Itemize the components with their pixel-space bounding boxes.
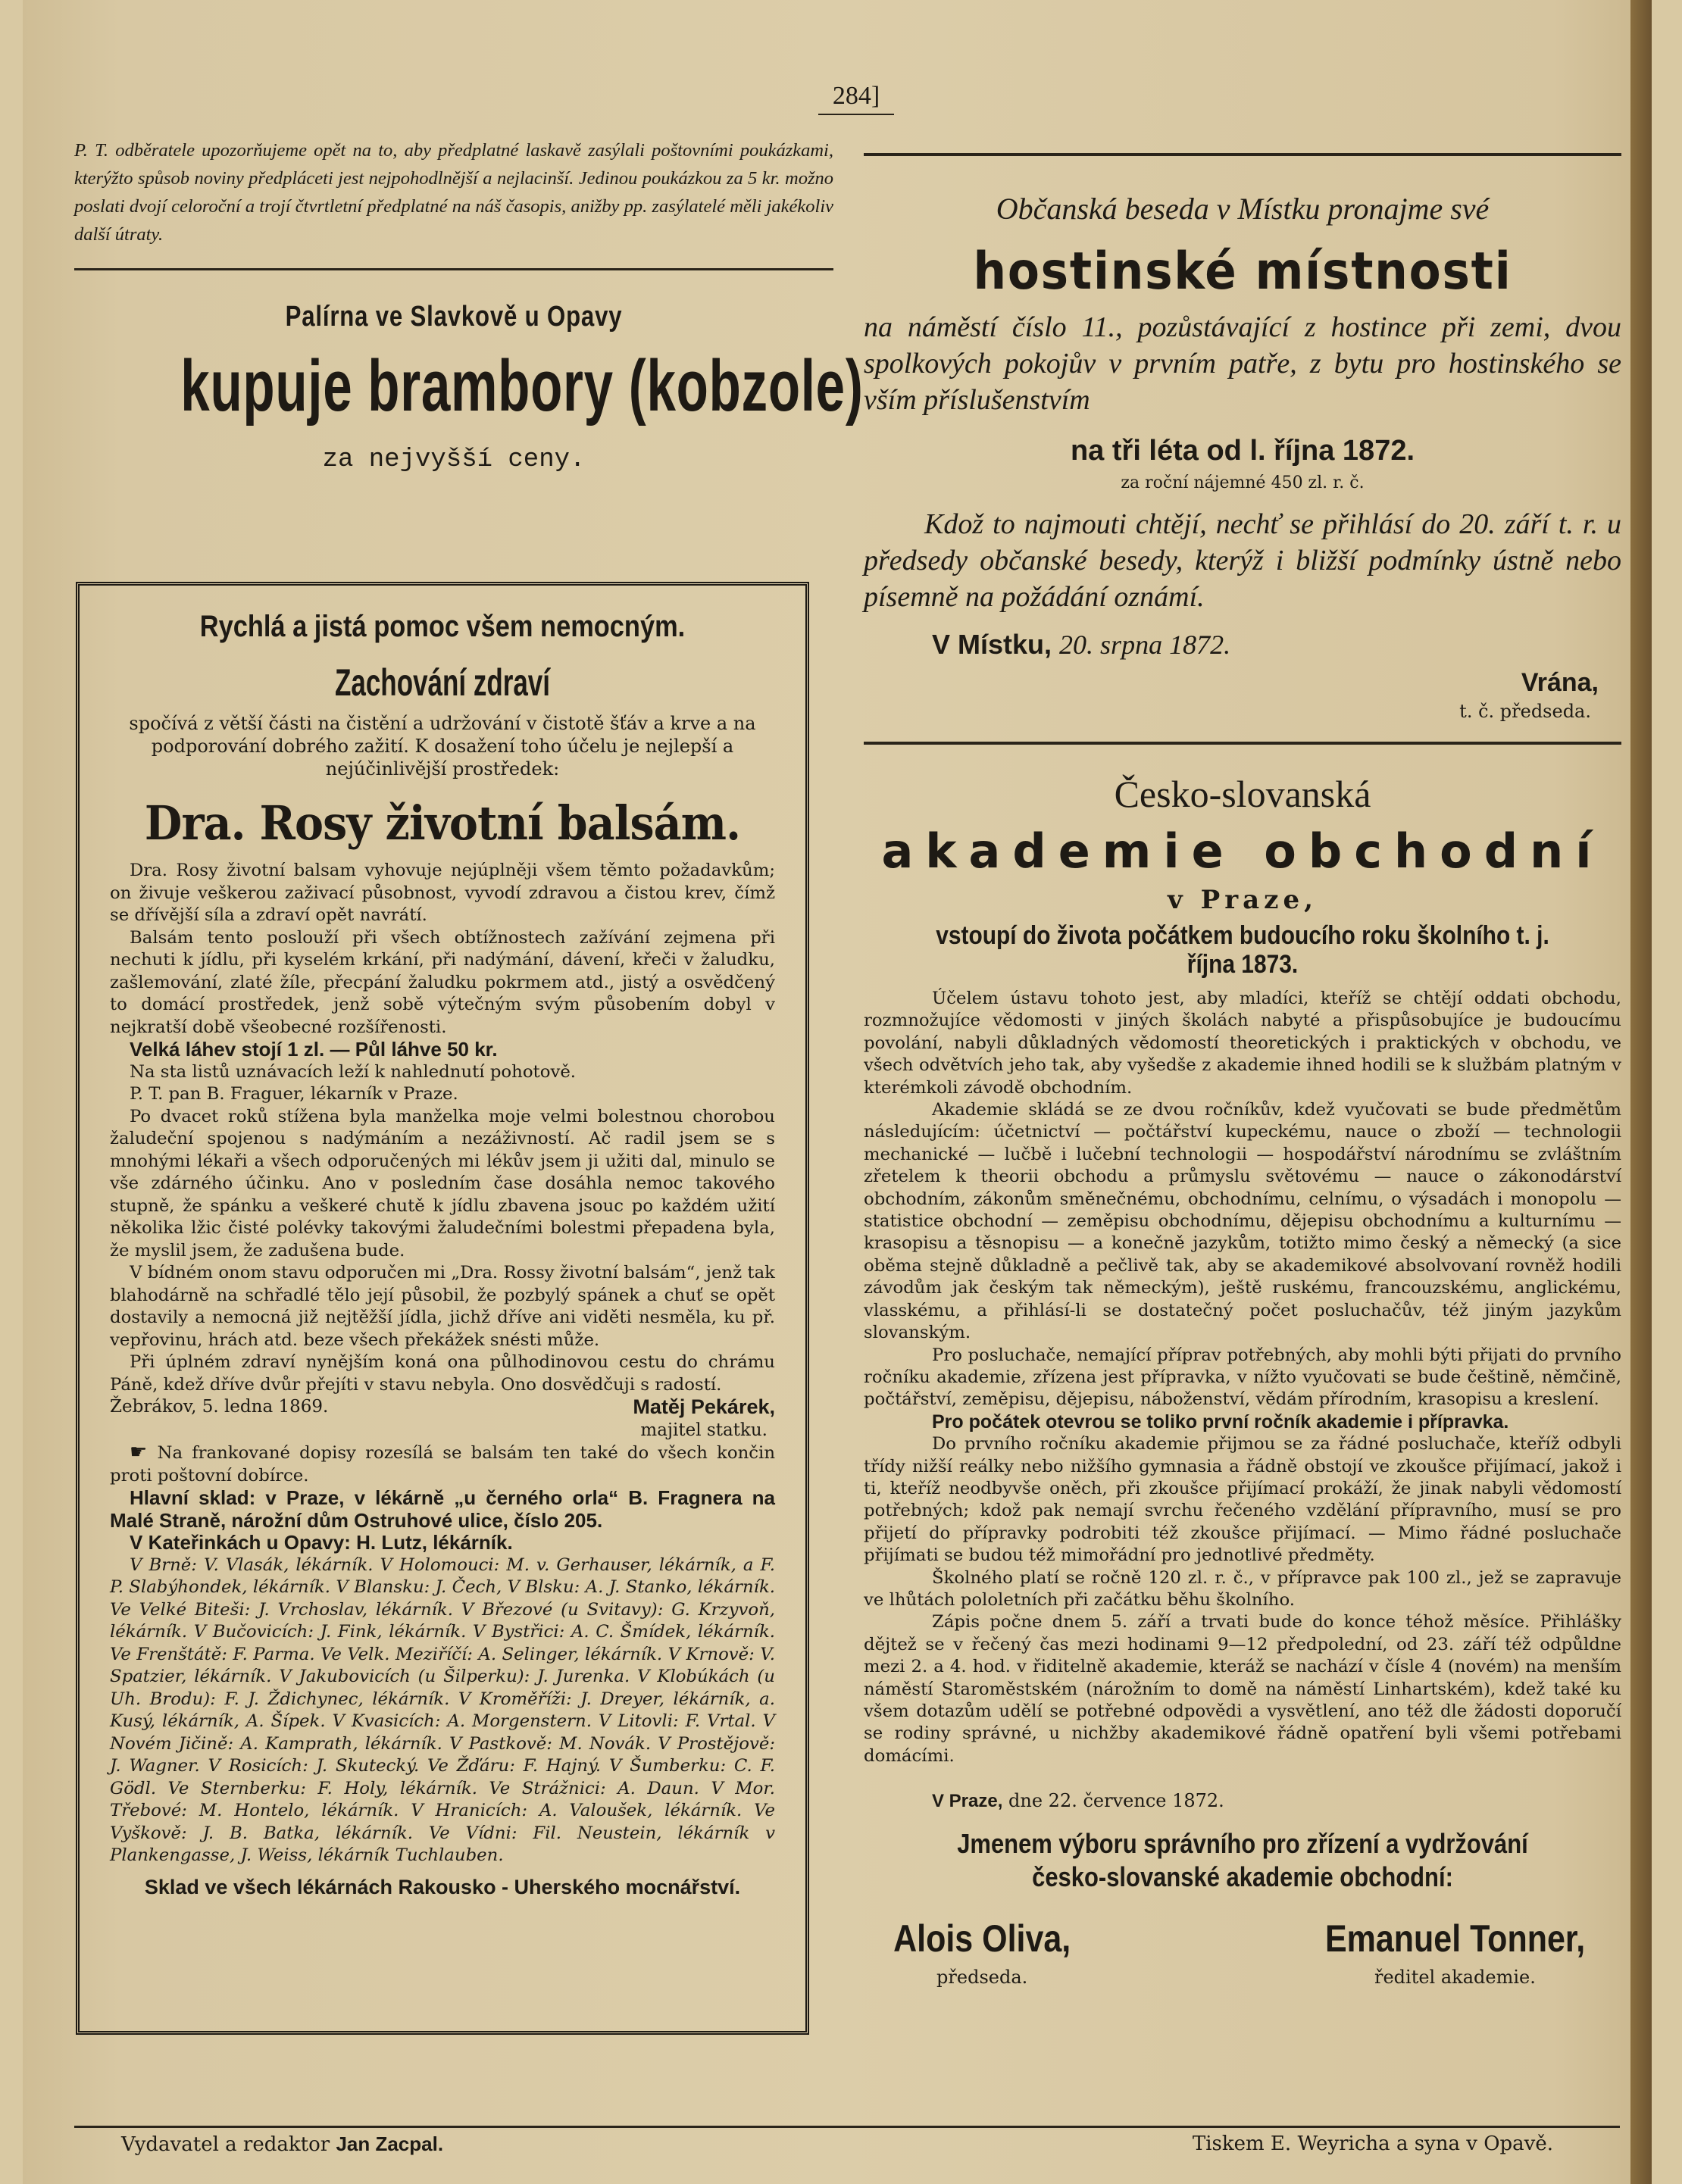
right-top-rule bbox=[864, 153, 1621, 156]
akademie-date: dne 22. července 1872. bbox=[1008, 1790, 1224, 1812]
akademie-signer-2 bbox=[1304, 1917, 1606, 1988]
signer1-name: Alois Oliva, bbox=[893, 1917, 1071, 1961]
balsam-testimonial1: Po dvacet roků stížena byla manželka moje velmi bolestnou chorobou žaludeční spojenou s nadýmáním a nezáživností. Ač radil jsem se s mnohými lékaři a všech odporučených mi lékův jsem ji užiti dal, minulo se vše zdárného účinku. Ano v posledním čase dosáhla nemoc takového stupně, že spánku a veškeré chutě k jídlu zbavena jsouc po každém užití několika lžic čisté polévky takovými žaludečními bolestmi přepadena byla, že myslil jsem, že zadušena bude. bbox=[110, 1106, 775, 1261]
balsam-body bbox=[110, 860, 775, 1867]
right-column bbox=[864, 136, 1621, 1988]
beseda-date: 20. srpna 1872. bbox=[1059, 630, 1231, 660]
balsam-signer bbox=[633, 1396, 775, 1442]
balsam-subtitle: Zachování zdraví bbox=[334, 661, 550, 704]
akademie-place: v Praze, bbox=[1168, 885, 1318, 915]
balsam-hand-note bbox=[110, 1442, 775, 1487]
balsam-ad bbox=[76, 582, 809, 2035]
akademie-p7: Zápis počne dnem 5. září a trvati bude do konce téhož měsíce. Přihlášky dějtež se v řečený čas mezi hodinami 9—12 předpolední, od 23. září též odpůldne mezi 2. a 4. hod. v řiditelně akademie, kteráž se nachází v čísle 4 (novém) na menším náměstí Staroměstském (nárožním to domě na náměstí Linhartském), kdež také ku všem dotazům udělí se potřebné odpovědi a vysvětlení, ano též dle žádosti doporučí se rodiny správné, u nichžby akademikové řádně opatření byli všemi potřebami domácími. bbox=[864, 1612, 1621, 1766]
akademie-p3: Pro posluchače, nemající příprav potřebných, aby mohli býti přijati do prvního ročníku akademie, zřízena jest přípravka, v nížto vyučovati se bude češtině, němčině, počtářství, zeměpisu, dějepisu, náboženství, vědám přírodním, krasopisu a kreslení. bbox=[864, 1345, 1621, 1410]
balsam-sign-role: majitel statku. bbox=[640, 1420, 768, 1440]
beseda-rule bbox=[864, 742, 1621, 745]
beseda-heading: Občanská beseda v Místku pronajme své bbox=[996, 192, 1490, 226]
akademie-committee: Jmenem výboru správního pro zřízení a vydržování česko-slovanské akademie obchodní: bbox=[957, 1828, 1528, 1893]
balsam-testimonial3: Při úplném zdraví nynějším koná ona půlhodinovou cestu do chrámu Páně, kdež dříve dvůr přejíti v stavu nebyla. Ono dosvědčuji s radostí. bbox=[110, 1352, 775, 1395]
akademie-p5: Do prvního ročníku akademie přijmou se za řádné posluchače, kteříž odbyli třídy nižší reálky nebo nižšího gymnasia a řádně obstojí ve zkoušce přijímací, jakož i ti, kteříž neodbyvše oněch, při zkoušce přijímací prokáží, že jinak nabyli vědomostí potřebných; kdož pak nemají svrchu řečeného vzdělání přípravního, musí se pro přijetí do přípravky podrobiti též zkoušce přijímací. — Mimo řádné posluchače přijímati se budou též mimořádní pro jednotlivé předměty. bbox=[864, 1434, 1621, 1566]
beseda-body: na náměstí číslo 11., pozůstávající z hostince při zemi, dvou spolkových pokojův v prvním patře, z bytu pro hostinského se vším příslušenstvím bbox=[864, 311, 1621, 416]
pointing-hand-icon: ☛ bbox=[130, 1441, 158, 1464]
footer-printer: Tiskem E. Weyricha a syna v Opavě. bbox=[1192, 2132, 1553, 2155]
palirna-heading: Palírna ve Slavkově u Opavy bbox=[285, 301, 623, 333]
balsam-price: Velká láhev stojí 1 zl. — Půl láhve 50 kr. bbox=[130, 1038, 498, 1061]
beseda-signer: Vrána, bbox=[1521, 668, 1599, 697]
beseda-body2: Kdož to najmouti chtějí, nechť se přihlásí do 20. září t. r. u předsedy občanské besedy, kterýž i bližší podmínky ústně nebo písemně na požádání oznámí. bbox=[864, 508, 1621, 613]
palirna-subline: za nejvyšší ceny. bbox=[322, 445, 586, 474]
balsam-hand-note-text: Na frankované dopisy rozesílá se balsám ten také do všech končin proti poštovní dobírce. bbox=[110, 1443, 775, 1486]
page-edge bbox=[1630, 0, 1652, 2184]
akademie-p2: Akademie skládá se ze dvou ročníkův, kdež vyučovati se bude předmětům následujícím: účetnictví — počtářství kupeckému, nauce o zboží — technologii mechanické — lučbě i lučební technologii — hospodářství národnímu se zvláštním zřetelem k theorii obchodu a průmyslu světovému — nauce o zákonodárství obchodním, zákonům směnečnému, obchodnímu, celnímu, o výsadách i monopolu — statistice obchodní — zeměpisu obchodnímu, dějepisu obchodnímu a kulturnímu — krasopisu a těsnopisu — a konečně jazykům, totižto mimo český a německý (a sice oběma stejně důkladně a pečlivě tak, aby se akademikové absolvovaní rovněž hodili závodům jak českým tak německým), ještě ruskému, francouzskému, anglickému, vlasskému, a přihlásí-li se dostatečný počet posluchačův, též jiným jazykům slovanským. bbox=[864, 1100, 1621, 1343]
balsam-product: Dra. Rosy životní balsám. bbox=[144, 795, 741, 851]
footer-publisher bbox=[121, 2132, 443, 2156]
signer2-name: Emanuel Tonner, bbox=[1324, 1917, 1586, 1961]
akademie-date-line bbox=[864, 1790, 1621, 1812]
akademie-start: vstoupí do života počátkem budoucího roku školního t. j. října 1873. bbox=[936, 921, 1549, 979]
akademie-p1: Účelem ústavu tohoto jest, aby mladíci, kteříž se chtějí oddati obchodu, rozmnožujíce vědomosti v jiných školách nabyté a přispůsobujíce je budoucímu povolání, nabyli důkladných vědomostí theoretických i praktických v obchodu, ve všech odvětvích jeho tak, aby vyšedše z akademie ihned hodili se k službám platným v kterémkoli závodě obchodním. bbox=[864, 989, 1621, 1098]
balsam-letters: Na sta listů uznávacích leží k nahlednutí pohotově. bbox=[130, 1061, 577, 1082]
akademie-p4: Pro počátek otevrou se toliko první ročník akademie i přípravka. bbox=[932, 1411, 1509, 1433]
akademie-date-place: V Praze, bbox=[932, 1791, 1003, 1812]
balsam-title: Rychlá a jistá pomoc všem nemocným. bbox=[199, 610, 686, 643]
akademie-signers bbox=[864, 1917, 1621, 1988]
balsam-address: P. T. pan B. Fraguer, lékarník v Praze. bbox=[130, 1084, 458, 1104]
page-number-rule bbox=[818, 114, 894, 115]
beseda-signer-role: t. č. předseda. bbox=[1459, 701, 1591, 722]
balsam-intro: spočívá z větší části na čistění a udržování v čistotě šťáv a krve a na podporování dobrého zažití. K dosažení toho účelu je nejlepší a nejúčinlivější prostředek: bbox=[129, 713, 756, 780]
publisher-name: Jan Zacpal. bbox=[336, 2132, 444, 2155]
notice-rule bbox=[74, 268, 833, 270]
beseda-date-line bbox=[864, 629, 1621, 661]
balsam-main-store: Hlavní sklad: v Praze, v lékárně „u černého orla“ B. Fragnera na Malé Straně, nárožní dům Ostruhové ulice, číslo 205. bbox=[110, 1486, 775, 1532]
beseda-headline: hostinské místnosti bbox=[973, 242, 1512, 302]
beseda-date-place: V Místku, bbox=[932, 629, 1052, 660]
balsam-sign-name: Matěj Pekárek, bbox=[633, 1395, 775, 1418]
akademie-signer-1 bbox=[879, 1917, 1085, 1988]
balsam-dealers: V Brně: V. Vlasák, lékárník. V Holomouci: M. v. Gerhauser, lékárník, a F. P. Slabýhondek, lékárník. V Blansku: J. Čech, V Blsku: A. J. Stanko, lékárník. Ve Velké Biteši: J. Vrchoslav, lékárník. V Březové (u Svitavy): G. Krzyvoň, lékárník. V Bučovicích: J. Fink, lékárník. V Bystřici: A. C. Šmídek, lékárník. Ve Frenštátě: F. Parma. Ve Velk. Meziříčí: A. Selinger, lékárník. V Krnově: V. Spatzier, lékárník. V Jakubovicích (u Šilperku): J. Jurenka. V Klobúkách (u Uh. Brodu): F. J. Ždichynec, lékárník. V Kroměříži: J. Dreyer, lékárník, a. Kusý, lékárník, A. Šípek. V Kvasicích: A. Morgenstern. V Litovli: F. Vrtal. V Novém Jičině: A. Kamprath, lékárník. V Pastkově: M. Novák. V Prostějově: J. Wagner. V Rosicích: J. Skutecký. Ve Žďáru: F. Hajný. V Šumberku: C. F. Gödl. Ve Sternberku: F. Holy, lékárník. Ve Strážnici: A. Daun. V Mor. Třebové: M. Hontelo, lékárník. V Hranicích: A. Valoušek, lékárník. Ve Vyškově: J. B. Batka, lékárník. Ve Vídni: Fil. Neustein, lékárník v Plankengasse, J. Weiss, lékárník Tuchlauben. bbox=[110, 1554, 775, 1865]
palirna-headline: kupuje brambory (kobzole) bbox=[180, 345, 864, 426]
beseda-rent: za roční nájemné 450 zl. r. č. bbox=[1121, 473, 1365, 492]
akademie-headline: akademie obchodní bbox=[881, 823, 1604, 879]
balsam-katerinky: V Kateřinkách u Opavy: H. Lutz, lékárník. bbox=[130, 1531, 513, 1554]
footer-rule bbox=[74, 2126, 1620, 2128]
subscription-notice: P. T. odběratele upozorňujeme opět na to, aby předplatné laskavě zasýlali poštovními poukázkami, kterýžto spůsob noviny předpláceti jest nejpohodlnější a nejlacinší. Jedinou poukázkou za 5 kr. možno poslati dvojí celoroční a trojí čtvrtletní předplatné na náš časopis, anižby pp. zasýlatelé měli jakékoliv další útraty. bbox=[74, 140, 833, 245]
left-column bbox=[74, 136, 864, 474]
balsam-para1: Dra. Rosy životní balsam vyhovuje nejúplněji všem těmto požadavkům; on živuje veškerou zaživací působnost, vyvodí zdravou a čistou krev, čímž se dřívější síla a zdraví opět navrátí. bbox=[110, 861, 775, 925]
akademie-title: Česko-slovanská bbox=[1114, 773, 1371, 815]
beseda-lease: na tři léta od l. října 1872. bbox=[1070, 435, 1415, 467]
publisher-label: Vydavatel a redaktor bbox=[121, 2133, 330, 2156]
balsam-signature bbox=[110, 1396, 775, 1442]
akademie-body bbox=[864, 988, 1621, 1767]
page-number: 284] bbox=[832, 82, 880, 110]
balsam-footer: Sklad ve všech lékárnách Rakousko - Uherského mocnářství. bbox=[144, 1875, 741, 1898]
akademie-p6: Školného platí se ročně 120 zl. r. č., v přípravce pak 100 zl., jež se zapravuje ve lhůtách pololetních při začátku běhu školního. bbox=[864, 1567, 1621, 1610]
balsam-para2: Balsám tento poslouží při všech obtížnostech zažívání zejmena při nechuti k jídlu, při kyselém krkání, při nadýmání, dávení, křeči v žaludku, zašlemování, zlaté žíle, přecpání žaludku pokrmem atd., jistý a osvědčený to domácí prostředek, jenž sobě výtečným svým působením dobyl v nejkratší době všeobecné rozšířenosti. bbox=[110, 927, 775, 1037]
signer2-role: ředitel akademie. bbox=[1374, 1967, 1536, 1989]
balsam-sign-place: Žebrákov, 5. ledna 1869. bbox=[110, 1397, 329, 1417]
signer1-role: předseda. bbox=[936, 1967, 1028, 1989]
balsam-testimonial2: V bídném onom stavu odporučen mi „Dra. Rossy životní balsám“, jenž tak blahodárně na schřadlé tělo její působil, že pozbylý spánek a chuť se opět dostavily a nemocná již nejtěžší jídla, jichž dříve ani viděti nesměla, ku př. vepřovinu, hrách atd. beze všech překážek snésti může. bbox=[110, 1263, 775, 1350]
